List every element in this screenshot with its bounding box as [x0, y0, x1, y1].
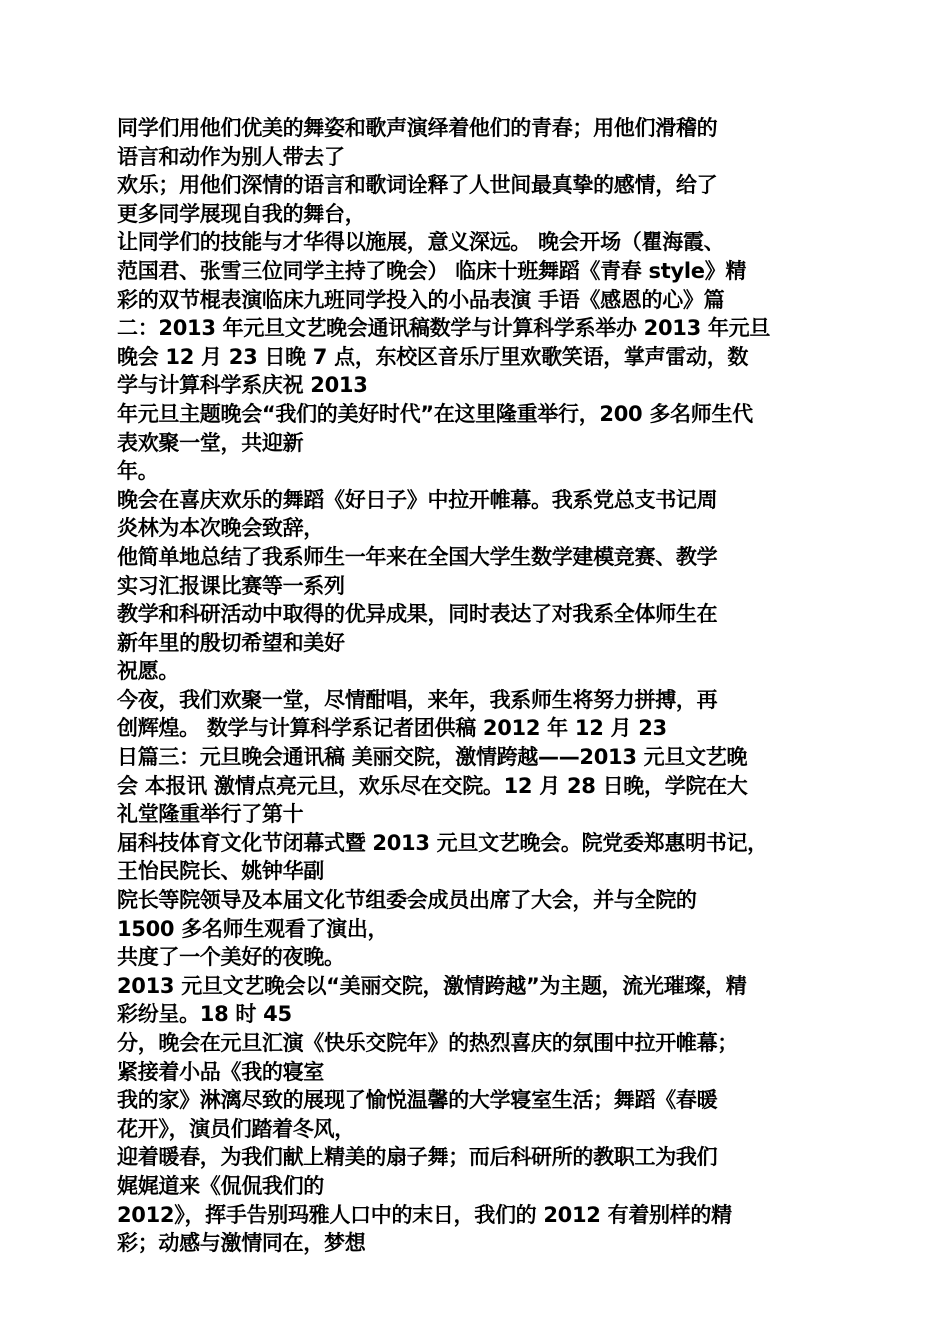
text-line: 同学们用他们优美的舞姿和歌声演绎着他们的青春；用他们滑稽的	[117, 116, 718, 140]
text-line: 王怡民院长、姚钟华副	[117, 859, 324, 884]
text-line: 年。	[117, 459, 159, 484]
text-line: 语言和动作为别人带去了	[117, 144, 345, 169]
text-line: 教学和科研活动中取得的优异成果，同时表达了对我系全体师生在	[117, 602, 718, 627]
text-line: 共度了一个美好的夜晚。	[117, 945, 345, 970]
text-line: 二：2013 年元旦文艺晚会通讯稿数学与计算科学系举办 2013 年元旦	[117, 316, 771, 341]
text-line: 晚会 12 月 23 日晚 7 点，东校区音乐厅里欢歌笑语，掌声雷动，数	[117, 344, 749, 369]
text-line: 他简单地总结了我系师生一年来在全国大学生数学建模竞赛、教学	[117, 544, 718, 569]
text-line: 会 本报讯 激情点亮元旦，欢乐尽在交院。12 月 28 日晚，学院在大	[117, 773, 748, 798]
text-line: 学与计算科学系庆祝 2013	[117, 373, 368, 398]
text-line: 迎着暖春，为我们献上精美的扇子舞；而后科研所的教职工为我们	[117, 1145, 718, 1170]
text-line: 2013 元旦文艺晚会以“美丽交院，激情跨越”为主题，流光璀璨，精	[117, 973, 747, 998]
text-line: 今夜，我们欢聚一堂，尽情酣唱，来年，我系师生将努力拼搏，再	[117, 687, 718, 712]
text-line: 礼堂隆重举行了第十	[117, 802, 304, 827]
text-line: 祝愿。	[117, 659, 180, 684]
text-line: 分，晚会在元旦汇演《快乐交院年》的热烈喜庆的氛围中拉开帷幕；	[117, 1031, 738, 1055]
text-line: 范国君、张雪三位同学主持了晚会） 临床十班舞蹈《青春 style》精	[117, 258, 747, 283]
body-text	[117, 114, 847, 1258]
text-line: 炎林为本次晚会致辞，	[117, 516, 324, 541]
text-line: 彩；动感与激情同在，梦想	[117, 1231, 366, 1256]
text-line: 娓娓道来《侃侃我们的	[117, 1173, 324, 1198]
text-line: 年元旦主题晚会“我们的美好时代”在这里隆重举行，200 多名师生代	[117, 401, 753, 426]
text-line: 彩的双节棍表演临床九班同学投入的小品表演 手语《感恩的心》篇	[117, 287, 725, 312]
text-line: 欢乐；用他们深情的语言和歌词诠释了人世间最真挚的感情，给了	[117, 173, 718, 198]
text-line: 让同学们的技能与才华得以施展，意义深远。 晚会开场（瞿海霞、	[117, 230, 725, 255]
text-line: 紧接着小品《我的寝室	[117, 1059, 324, 1084]
text-line: 届科技体育文化节闭幕式暨 2013 元旦文艺晚会。院党委郑惠明书记，	[117, 830, 768, 855]
text-line: 表欢聚一堂，共迎新	[117, 430, 304, 455]
text-line: 彩纷呈。18 时 45	[117, 1002, 292, 1027]
text-line: 日篇三：元旦晚会通讯稿 美丽交院，激情跨越——2013 元旦文艺晚	[117, 745, 748, 770]
text-line: 更多同学展现自我的舞台，	[117, 201, 366, 226]
text-line: 创辉煌。 数学与计算科学系记者团供稿 2012 年 12 月 23	[117, 716, 667, 741]
text-line: 实习汇报课比赛等一系列	[117, 573, 345, 598]
text-line: 花开》，演员们踏着冬风，	[117, 1116, 355, 1141]
text-line: 晚会在喜庆欢乐的舞蹈《好日子》中拉开帷幕。我系党总支书记周	[117, 487, 718, 512]
text-line: 院长等院领导及本届文化节组委会成员出席了大会，并与全院的	[117, 888, 697, 913]
text-line: 我的家》淋漓尽致的展现了愉悦温馨的大学寝室生活；舞蹈《春暖	[117, 1088, 718, 1113]
text-line: 新年里的殷切希望和美好	[117, 630, 345, 655]
text-line: 1500 多名师生观看了演出，	[117, 916, 389, 941]
text-line: 2012》，挥手告别玛雅人口中的末日，我们的 2012 有着别样的精	[117, 1202, 732, 1227]
